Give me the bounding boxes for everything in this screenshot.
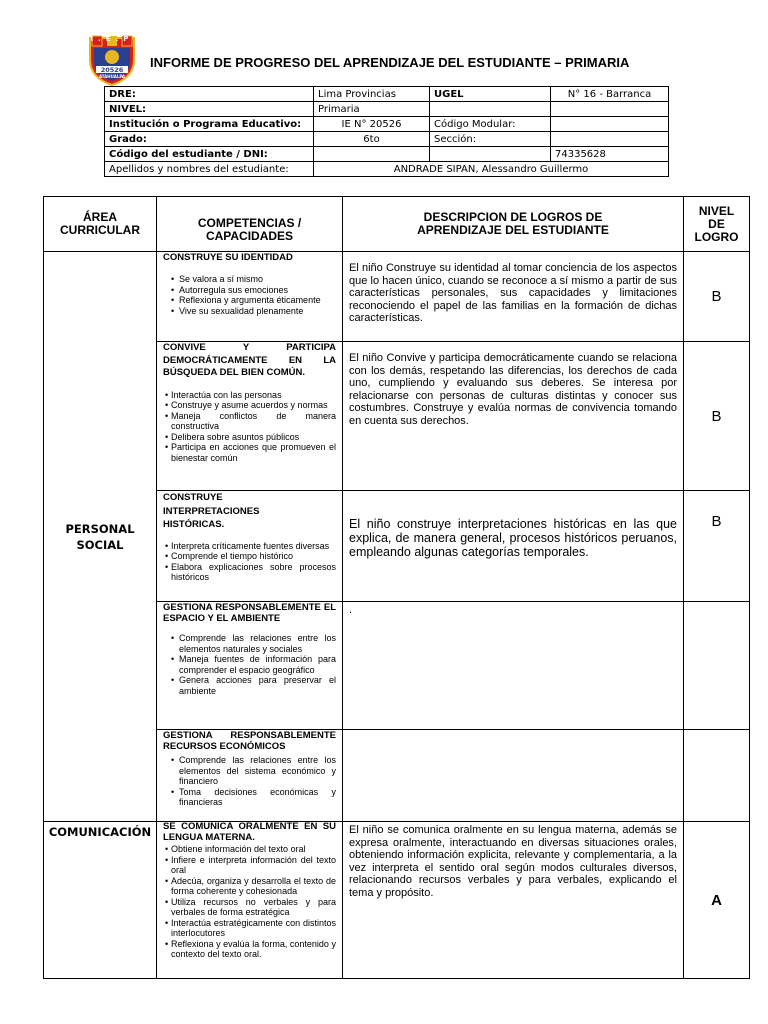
competencia-cell [157,491,343,602]
nombres-label: Apellidos y nombres del estudiante: [105,162,314,177]
list-item: • Genera acciones para preservar el ambiente [163,675,336,696]
codigo-label: Código del estudiante / DNI: [105,147,314,162]
empty-cell [551,102,669,117]
competencia-cell [157,602,343,730]
document-title: INFORME DE PROGRESO DEL APRENDIZAJE DEL ESTUDIANTE – PRIMARIA [150,55,630,70]
header-area: ÁREA CURRICULAR [44,197,157,252]
ugel-label: UGEL [430,87,551,102]
capacidades-list [163,844,336,960]
competencia-title: SE COMUNICA ORALMENTE EN SU LENGUA MATERNA. [163,821,336,843]
list-item: • Reflexiona y evalúa la forma, contenido y contexto del texto oral. [163,939,336,960]
list-item: • Obtiene información del texto oral [163,844,336,855]
descripcion-cell: El niño se comunica oralmente en su lengua materna, además se expresa oralmente, interactuando en diversas situaciones orales, obteniendo información explicita, relevante y complementaria, a la vez interpreta el sentido oral según modos culturales diversos, relacionando recursos verbales y para verbales, explicando el tema y propósito. [343,822,684,979]
competencia-title: CONSTRUYE INTERPRETACIONES HISTÓRICAS. [163,492,260,530]
institucion-label: Institución o Programa Educativo: [105,117,314,132]
info-row-dre [105,87,669,102]
info-row-nombres [105,162,669,177]
empty-cell [430,147,551,162]
institucion-value: IE N° 20526 [314,117,430,132]
area-comunicacion: COMUNICACIÓN [44,822,157,979]
table-row [44,252,750,342]
header-competencias: COMPETENCIAS / CAPACIDADES [157,197,343,252]
descripcion-cell: . [343,602,684,730]
list-item: • Autorregula sus emociones [163,285,336,296]
capacidades-list [163,633,336,696]
list-item: • Toma decisiones económicas y financieras [163,787,336,808]
competencia-cell [157,342,343,491]
seccion-value [551,132,669,147]
list-item: • Vive su sexualidad plenamente [163,306,336,317]
dre-label: DRE: [105,87,314,102]
list-item: • Participa en acciones que promueven el bienestar común [163,442,336,463]
ugel-value: N° 16 - Barranca [551,87,669,102]
table-header-row [44,197,750,252]
empty-cell [314,147,430,162]
info-row-codigo [105,147,669,162]
info-row-institucion [105,117,669,132]
logo-number: 20526 [100,66,124,74]
competencia-title: GESTIONA RESPONSABLEMENTE RECURSOS ECONÓMICOS [163,730,336,752]
nivel-cell [684,730,750,822]
capacidades-list [163,755,336,808]
table-row [44,822,750,979]
list-item: • Maneja fuentes de información para comprender el espacio geográfico [163,654,336,675]
capacidades-list [163,274,336,316]
learning-progress-table [43,196,750,979]
dre-value: Lima Provincias [314,87,430,102]
list-item: • Interactúa estratégicamente con distintos interlocutores [163,918,336,939]
list-item: • Comprende las relaciones entre los elementos naturales y sociales [163,633,336,654]
nivel-value: Primaria [314,102,430,117]
student-info-table [104,86,669,177]
list-item: • Delibera sobre asuntos públicos [163,432,336,443]
competencia-title: GESTIONA RESPONSABLEMENTE EL ESPACIO Y EL AMBIENTE [163,602,336,624]
competencia-cell [157,730,343,822]
nivel-cell [684,602,750,730]
codigo-modular-label: Código Modular: [430,117,551,132]
logo-name: ATAHUALPA [98,74,126,79]
grado-value: 6to [314,132,430,147]
info-row-grado [105,132,669,147]
competencia-cell [157,252,343,342]
seccion-label: Sección: [430,132,551,147]
nivel-cell: B [684,491,750,602]
descripcion-cell [343,730,684,822]
area-personal-social: PERSONAL SOCIAL [44,252,157,822]
descripcion-cell: El niño Convive y participa democráticamente cuando se relaciona con los demás, respetando las diferencias, los derechos de cada uno, cumpliendo y evaluando sus deberes. Se interesa por relacionarse con personas de culturas distintas y conocer sus costumbres. Construye y evalúa normas de convivencia tomando en cuenta sus derechos. [343,342,684,491]
info-row-nivel [105,102,669,117]
list-item: • Elabora explicaciones sobre procesos históricos [163,562,336,583]
list-item: • Maneja conflictos de manera constructiva [163,411,336,432]
grado-label: Grado: [105,132,314,147]
codigo-value: 74335628 [551,147,669,162]
capacidades-list [163,541,336,583]
empty-cell [430,102,551,117]
list-item: • Interactúa con las personas [163,390,336,401]
list-item: • Construye y asume acuerdos y normas [163,400,336,411]
logo-text-group [84,30,140,86]
logo-top-text: I.E.P [90,35,134,43]
descripcion-cell: El niño construye interpretaciones históricas en las que explica, de manera general, procesos históricos peruanos, empleando algunas categorías temporales. [343,491,684,602]
codigo-modular-value [551,117,669,132]
list-item: • Comprende el tiempo histórico [163,551,336,562]
list-item: • Interpreta críticamente fuentes diversas [163,541,336,552]
nivel-cell: A [684,822,750,979]
list-item: • Utiliza recursos no verbales y para verbales de forma estratégica [163,897,336,918]
header-descripcion: DESCRIPCION DE LOGROS DE APRENDIZAJE DEL ESTUDIANTE [343,197,684,252]
competencia-cell [157,822,343,979]
list-item: • Comprende las relaciones entre los elementos del sistema económico y financiero [163,755,336,787]
header-nivel: NIVEL DE LOGRO [684,197,750,252]
descripcion-cell: El niño Construye su identidad al tomar conciencia de los aspectos que lo hacen único, cuando se reconoce a sí mismo a partir de sus características personales, sus capacidades y limitaciones reconociendo el papel de las familias en la formación de dichas características. [343,252,684,342]
list-item: • Se valora a sí mismo [163,274,336,285]
nivel-label: NIVEL: [105,102,314,117]
nivel-cell: B [684,342,750,491]
list-item: • Adecúa, organiza y desarrolla el texto de forma coherente y cohesionada [163,876,336,897]
competencia-title: CONSTRUYE SU IDENTIDAD [163,252,293,263]
nombres-value: ANDRADE SIPAN, Alessandro Guillermo [314,162,669,177]
capacidades-list [163,390,336,464]
competencia-title: CONVIVE Y PARTICIPA DEMOCRÁTICAMENTE EN LA BÚSQUEDA DEL BIEN COMÚN. [163,342,336,378]
nivel-cell: B [684,252,750,342]
list-item: • Reflexiona y argumenta éticamente [163,295,336,306]
list-item: • Infiere e interpreta información del texto oral [163,855,336,876]
